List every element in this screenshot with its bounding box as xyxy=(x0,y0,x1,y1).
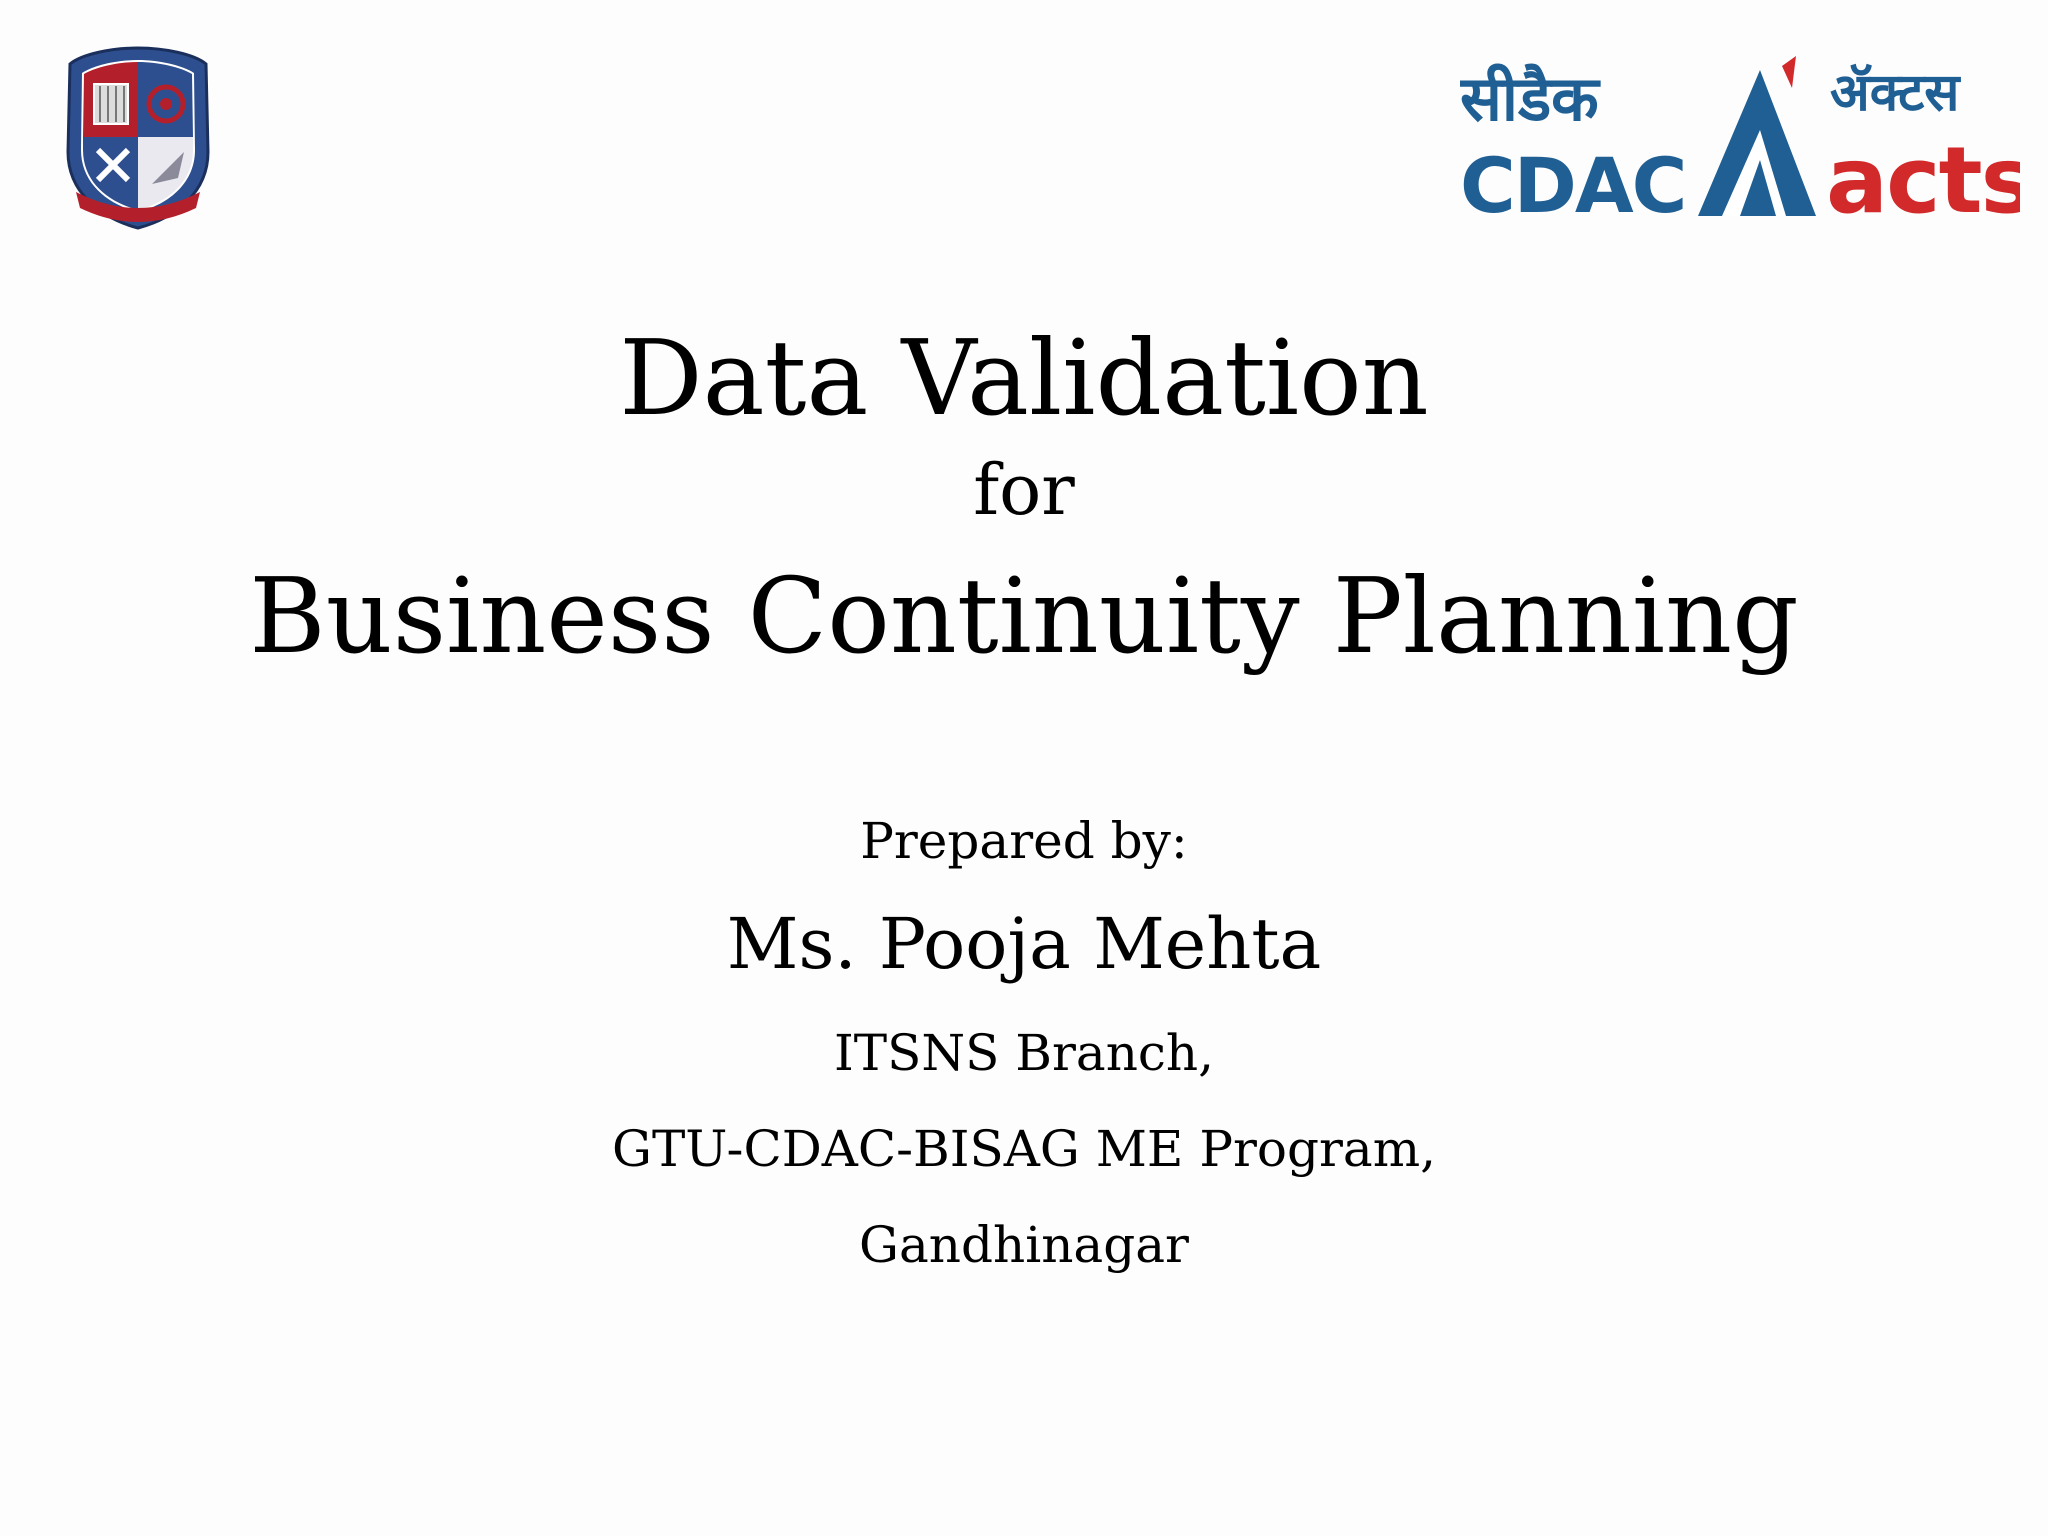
svg-text:ॲक्टस: ॲक्टस xyxy=(1830,63,1960,123)
title-line-connector: for xyxy=(973,449,1075,531)
author-location: Gandhinagar xyxy=(859,1216,1189,1274)
author-branch: ITSNS Branch, xyxy=(833,1024,1214,1082)
svg-text:acts: acts xyxy=(1826,127,2020,234)
title-line-subject: Business Continuity Planning xyxy=(249,555,1799,677)
author-name: Ms. Pooja Mehta xyxy=(726,903,1322,985)
university-shield-emblem-icon xyxy=(60,42,216,232)
prepared-by-label: Prepared by: xyxy=(860,812,1188,870)
svg-text:CDAC: CDAC xyxy=(1460,141,1686,230)
title-line-main: Data Validation xyxy=(619,317,1429,439)
author-program: GTU-CDAC-BISAG ME Program, xyxy=(612,1120,1436,1178)
svg-text:सीडैक: सीडैक xyxy=(1460,62,1599,135)
cdac-acts-logo-icon xyxy=(1460,48,2020,238)
